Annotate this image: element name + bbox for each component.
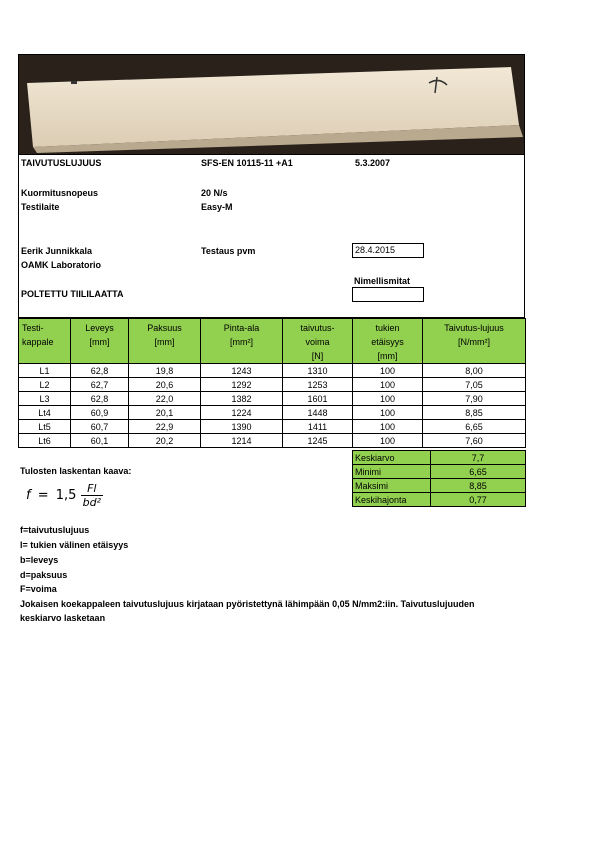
nominal-field[interactable] — [352, 287, 424, 302]
note-line: d=paksuus — [20, 570, 68, 580]
formula-heading: Tulosten laskentan kaava: — [20, 466, 132, 476]
column-header — [71, 319, 129, 364]
column-header-line: kappale — [22, 337, 54, 347]
table-cell: 22,9 — [129, 420, 201, 434]
stats-table — [352, 450, 526, 507]
table-cell: 100 — [353, 420, 423, 434]
table-cell: 1292 — [201, 378, 283, 392]
tester-name: Eerik Junnikkala — [21, 246, 93, 256]
formula-equals: = — [37, 488, 49, 503]
table-cell: 100 — [353, 392, 423, 406]
table-cell: L1 — [19, 364, 71, 378]
column-header-line: Taivutus-lujuus — [444, 323, 504, 333]
column-header — [423, 319, 526, 364]
column-header-line: [mm] — [377, 351, 398, 361]
column-header — [201, 319, 283, 364]
table-cell: 60,7 — [71, 420, 129, 434]
table-cell: 62,7 — [71, 378, 129, 392]
table-cell: L2 — [19, 378, 71, 392]
table-cell: 7,05 — [423, 378, 526, 392]
table-cell: 7,60 — [423, 434, 526, 448]
table-cell: 1310 — [283, 364, 353, 378]
table-row — [19, 392, 526, 406]
column-header — [19, 319, 71, 364]
column-header — [129, 319, 201, 364]
nominal-label: Nimellismitat — [354, 276, 411, 286]
stats-row — [353, 493, 526, 507]
formula-numerator: Fl — [81, 482, 103, 496]
table-cell: 1243 — [201, 364, 283, 378]
table-cell: 1601 — [283, 392, 353, 406]
note-line: Jokaisen koekappaleen taivutuslujuus kirjataan pyöristettynä lähimpään 0,05 N/mm2:iin. Taivutuslujuuden — [20, 599, 475, 609]
column-header — [283, 319, 353, 364]
table-cell: 20,6 — [129, 378, 201, 392]
table-cell: 20,1 — [129, 406, 201, 420]
table-cell: 100 — [353, 364, 423, 378]
note-line: keskiarvo lasketaan — [20, 613, 106, 623]
table-cell: 20,2 — [129, 434, 201, 448]
note-line: F=voima — [20, 584, 57, 594]
sample-photo — [18, 54, 525, 155]
note-line: l= tukien välinen etäisyys — [20, 540, 129, 550]
table-cell: 1224 — [201, 406, 283, 420]
table-cell: Lt6 — [19, 434, 71, 448]
table-cell: 100 — [353, 434, 423, 448]
column-header-line: [mm] — [89, 337, 110, 347]
stats-label: Keskihajonta — [353, 493, 431, 507]
stats-label: Minimi — [353, 465, 431, 479]
table-row — [19, 364, 526, 378]
table-cell: Lt5 — [19, 420, 71, 434]
formula-denominator: bd² — [82, 496, 101, 509]
formula-lhs: f — [26, 488, 31, 503]
table-cell: L3 — [19, 392, 71, 406]
table-row — [19, 406, 526, 420]
table-cell: 62,8 — [71, 364, 129, 378]
device-value: Easy-M — [201, 202, 233, 212]
table-cell: 6,65 — [423, 420, 526, 434]
stats-label: Keskiarvo — [353, 451, 431, 465]
speed-label: Kuormitusnopeus — [21, 188, 99, 198]
standard-date: 5.3.2007 — [355, 158, 391, 168]
column-header-line: tukien — [375, 323, 400, 333]
table-cell: 62,8 — [71, 392, 129, 406]
column-header-line: etäisyys — [371, 337, 404, 347]
stats-row — [353, 465, 526, 479]
column-header-line: voima — [305, 337, 330, 347]
column-header-line: Paksuus — [147, 323, 182, 333]
table-cell: Lt4 — [19, 406, 71, 420]
table-cell: 8,00 — [423, 364, 526, 378]
table-cell: 1214 — [201, 434, 283, 448]
column-header-line: [mm] — [154, 337, 175, 347]
column-header-line: [N] — [311, 351, 324, 361]
table-cell: 1411 — [283, 420, 353, 434]
results-table — [18, 318, 526, 448]
lab-name: OAMK Laboratorio — [21, 260, 101, 270]
note-line: b=leveys — [20, 555, 59, 565]
table-cell: 1245 — [283, 434, 353, 448]
stats-row — [353, 479, 526, 493]
material-name: POLTETTU TIILILAATTA — [21, 289, 124, 299]
table-cell: 8,85 — [423, 406, 526, 420]
formula-coefficient: 1,5 — [55, 488, 77, 503]
table-cell: 60,1 — [71, 434, 129, 448]
note-line: f=taivutuslujuus — [20, 525, 90, 535]
table-row — [19, 378, 526, 392]
column-header-line: [mm²] — [230, 337, 253, 347]
column-header-line: Pinta-ala — [223, 323, 260, 333]
formula-fraction — [81, 482, 103, 509]
stats-value: 6,65 — [431, 465, 526, 479]
table-row — [19, 434, 526, 448]
column-header-line: taivutus- — [300, 323, 335, 333]
table-cell: 7,90 — [423, 392, 526, 406]
test-date-label: Testaus pvm — [201, 246, 256, 256]
table-header-row — [19, 319, 526, 364]
table-cell: 22,0 — [129, 392, 201, 406]
table-cell: 19,8 — [129, 364, 201, 378]
stats-value: 8,85 — [431, 479, 526, 493]
table-cell: 1382 — [201, 392, 283, 406]
column-header-line: [N/mm²] — [458, 337, 490, 347]
table-cell: 1390 — [201, 420, 283, 434]
speed-value: 20 N/s — [201, 188, 228, 198]
device-label: Testilaite — [21, 202, 60, 212]
column-header-line: Testi- — [22, 323, 44, 333]
table-cell: 100 — [353, 378, 423, 392]
test-info-block — [18, 155, 525, 318]
column-header-line: Leveys — [85, 323, 114, 333]
stats-label: Maksimi — [353, 479, 431, 493]
stats-value: 0,77 — [431, 493, 526, 507]
table-cell: 60,9 — [71, 406, 129, 420]
table-cell: 1448 — [283, 406, 353, 420]
table-cell: 1253 — [283, 378, 353, 392]
stats-value: 7,7 — [431, 451, 526, 465]
test-date-field[interactable]: 28.4.2015 — [352, 243, 424, 258]
doc-title: TAIVUTUSLUJUUS — [21, 158, 102, 168]
table-row — [19, 420, 526, 434]
bending-formula — [26, 482, 103, 509]
column-header — [353, 319, 423, 364]
standard-code: SFS-EN 10115-11 +A1 — [201, 158, 293, 168]
table-cell: 100 — [353, 406, 423, 420]
stats-row — [353, 451, 526, 465]
